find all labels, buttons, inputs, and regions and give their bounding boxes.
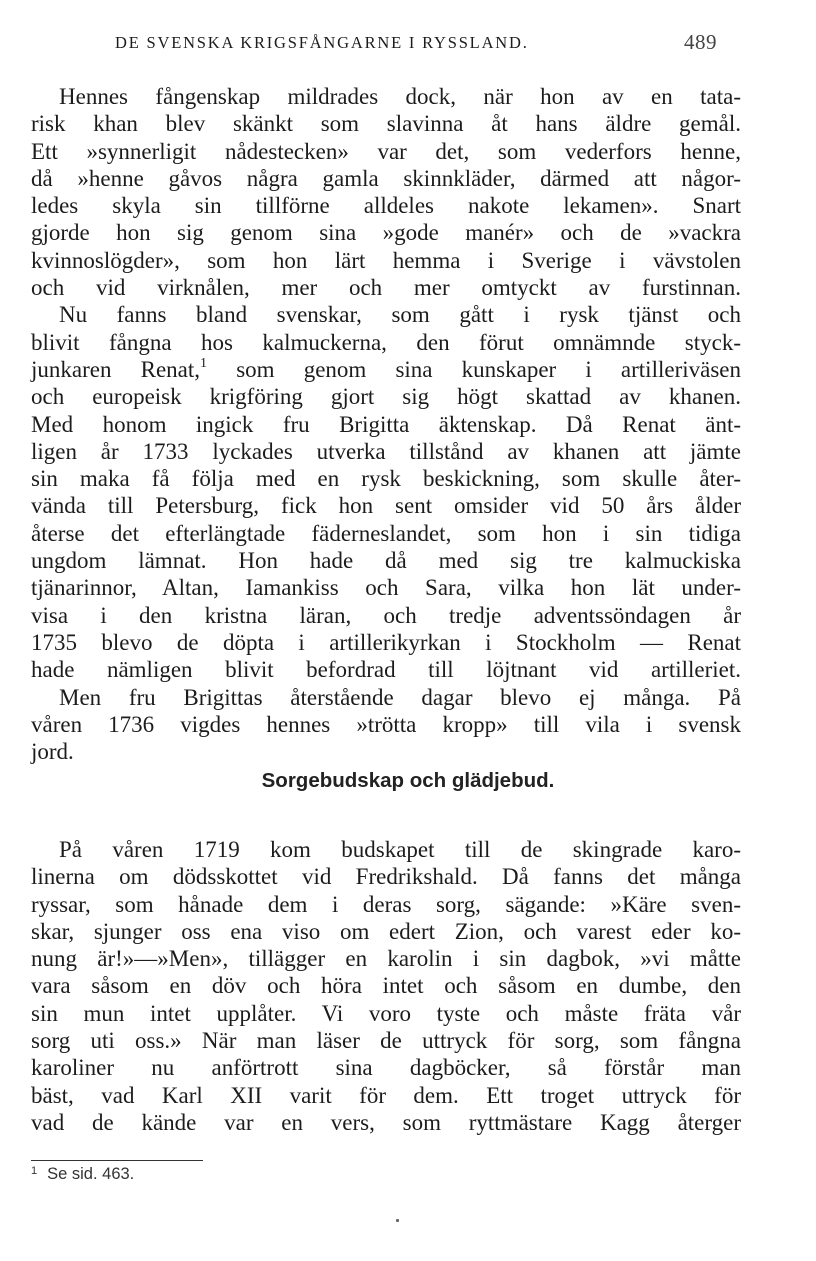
text-line: Med honom ingick fru Brigitta äktenskap. Då Renat änt- bbox=[31, 411, 741, 437]
text-line: nung är!»—»Men», tillägger en karolin i sin dagbok, »vi måtte bbox=[31, 946, 741, 972]
text-line: ungdom lämnat. Hon hade då med sig tre kalmuckiska bbox=[31, 548, 741, 574]
text-line: återse det efterlängtade fäderneslandet, som hon i sin tidiga bbox=[31, 520, 741, 546]
section-heading: Sorgebudskap och glädjebud. bbox=[261, 769, 555, 792]
text-line: Hennes fångenskap mildrades dock, när hon av en tata- bbox=[59, 84, 741, 109]
footnote bbox=[31, 1165, 134, 1184]
text-line: våren 1736 vigdes hennes »trötta kropp» till vila i svensk bbox=[31, 711, 741, 737]
text-line: Ett »synnerligit nådestecken» var det, som vederfors henne, bbox=[31, 138, 741, 164]
text-line: risk khan blev skänkt som slavinna åt hans äldre gemål. bbox=[31, 111, 741, 137]
text-line: sin mun intet upplåter. Vi voro tyste och måste fräta vår bbox=[31, 1000, 741, 1026]
text-line: sorg uti oss.» När man läser de uttryck för sorg, som fångna bbox=[31, 1028, 741, 1054]
footnote-text: Se sid. 463. bbox=[47, 1165, 135, 1183]
text-line: hade nämligen blivit befordrad till löjtnant vid artilleriet. bbox=[31, 657, 741, 683]
text-line: sin maka få följa med en rysk beskickning, som skulle åter- bbox=[31, 466, 741, 492]
text-line: ligen år 1733 lyckades utverka tillstånd av khanen att jämte bbox=[31, 438, 741, 464]
line-text-before-ref: junkaren Renat, bbox=[31, 356, 201, 382]
text-line: tjänarinnor, Altan, Iamankiss och Sara, vilka hon lät under- bbox=[31, 575, 741, 601]
paragraph-block-2 bbox=[31, 836, 741, 1136]
text-line: 1735 blevo de döpta i artillerikyrkan i Stockholm — Renat bbox=[31, 629, 741, 655]
running-title: DE SVENSKA KRIGSFÅNGARNE I RYSSLAND. bbox=[115, 33, 529, 52]
text-line: och europeisk krigföring gjort sig högt skattad av khanen. bbox=[31, 384, 741, 410]
text-line: bäst, vad Karl XII varit för dem. Ett troget uttryck för bbox=[31, 1082, 741, 1108]
text-line: karoliner nu anförtrott sina dagböcker, så förstår man bbox=[31, 1055, 741, 1081]
text-line: ryssar, som hånade dem i deras sorg, sägande: »Käre sven- bbox=[31, 891, 741, 917]
text-line: linerna om dödsskottet vid Fredrikshald. Då fanns det många bbox=[31, 864, 741, 890]
text-line: blivit fångna hos kalmuckerna, den förut omnämnde styck- bbox=[31, 329, 741, 355]
text-line: och vid virknålen, mer och mer omtyckt av furstinnan. bbox=[31, 275, 741, 301]
line-text-after-ref: som genom sina kunskaper i artilleriväsen bbox=[207, 356, 741, 382]
text-line: visa i den kristna läran, och tredje adventssöndagen år bbox=[31, 602, 741, 628]
text-line: Nu fanns bland svenskar, som gått i rysk tjänst och bbox=[59, 302, 741, 328]
footnote-reference: 1 bbox=[200, 355, 208, 371]
footnote-divider bbox=[31, 1160, 203, 1161]
text-line: kvinnoslögder», som hon lärt hemma i Sverige i vävstolen bbox=[31, 247, 741, 273]
text-line: jord. bbox=[31, 739, 74, 765]
text-line: skar, sjunger oss ena viso om edert Zion, och varest eder ko- bbox=[31, 918, 741, 944]
text-line: gjorde hon sig genom sina »gode manér» och de »vackra bbox=[31, 220, 741, 246]
text-line-with-footnote-ref bbox=[31, 356, 741, 383]
text-line: vara såsom en döv och höra intet och såsom en dumbe, den bbox=[31, 973, 741, 999]
print-speck bbox=[396, 1219, 399, 1222]
text-line: På våren 1719 kom budskapet till de skingrade karo- bbox=[59, 837, 741, 862]
text-line: Men fru Brigittas återstående dagar blevo ej många. På bbox=[59, 684, 741, 710]
text-line: vända till Petersburg, fick hon sent omsider vid 50 års ålder bbox=[31, 493, 741, 519]
footnote-marker: 1 bbox=[31, 1165, 38, 1177]
paragraph-block-1 bbox=[31, 83, 741, 765]
text-line: då »henne gåvos några gamla skinnkläder, därmed att någor- bbox=[31, 165, 741, 191]
page-number: 489 bbox=[684, 30, 717, 54]
text-line: vad de kände var en vers, som ryttmästare Kagg återger bbox=[31, 1109, 741, 1135]
text-line: ledes skyla sin tillförne alldeles nakote lekamen». Snart bbox=[31, 193, 741, 219]
page-header bbox=[115, 30, 717, 57]
